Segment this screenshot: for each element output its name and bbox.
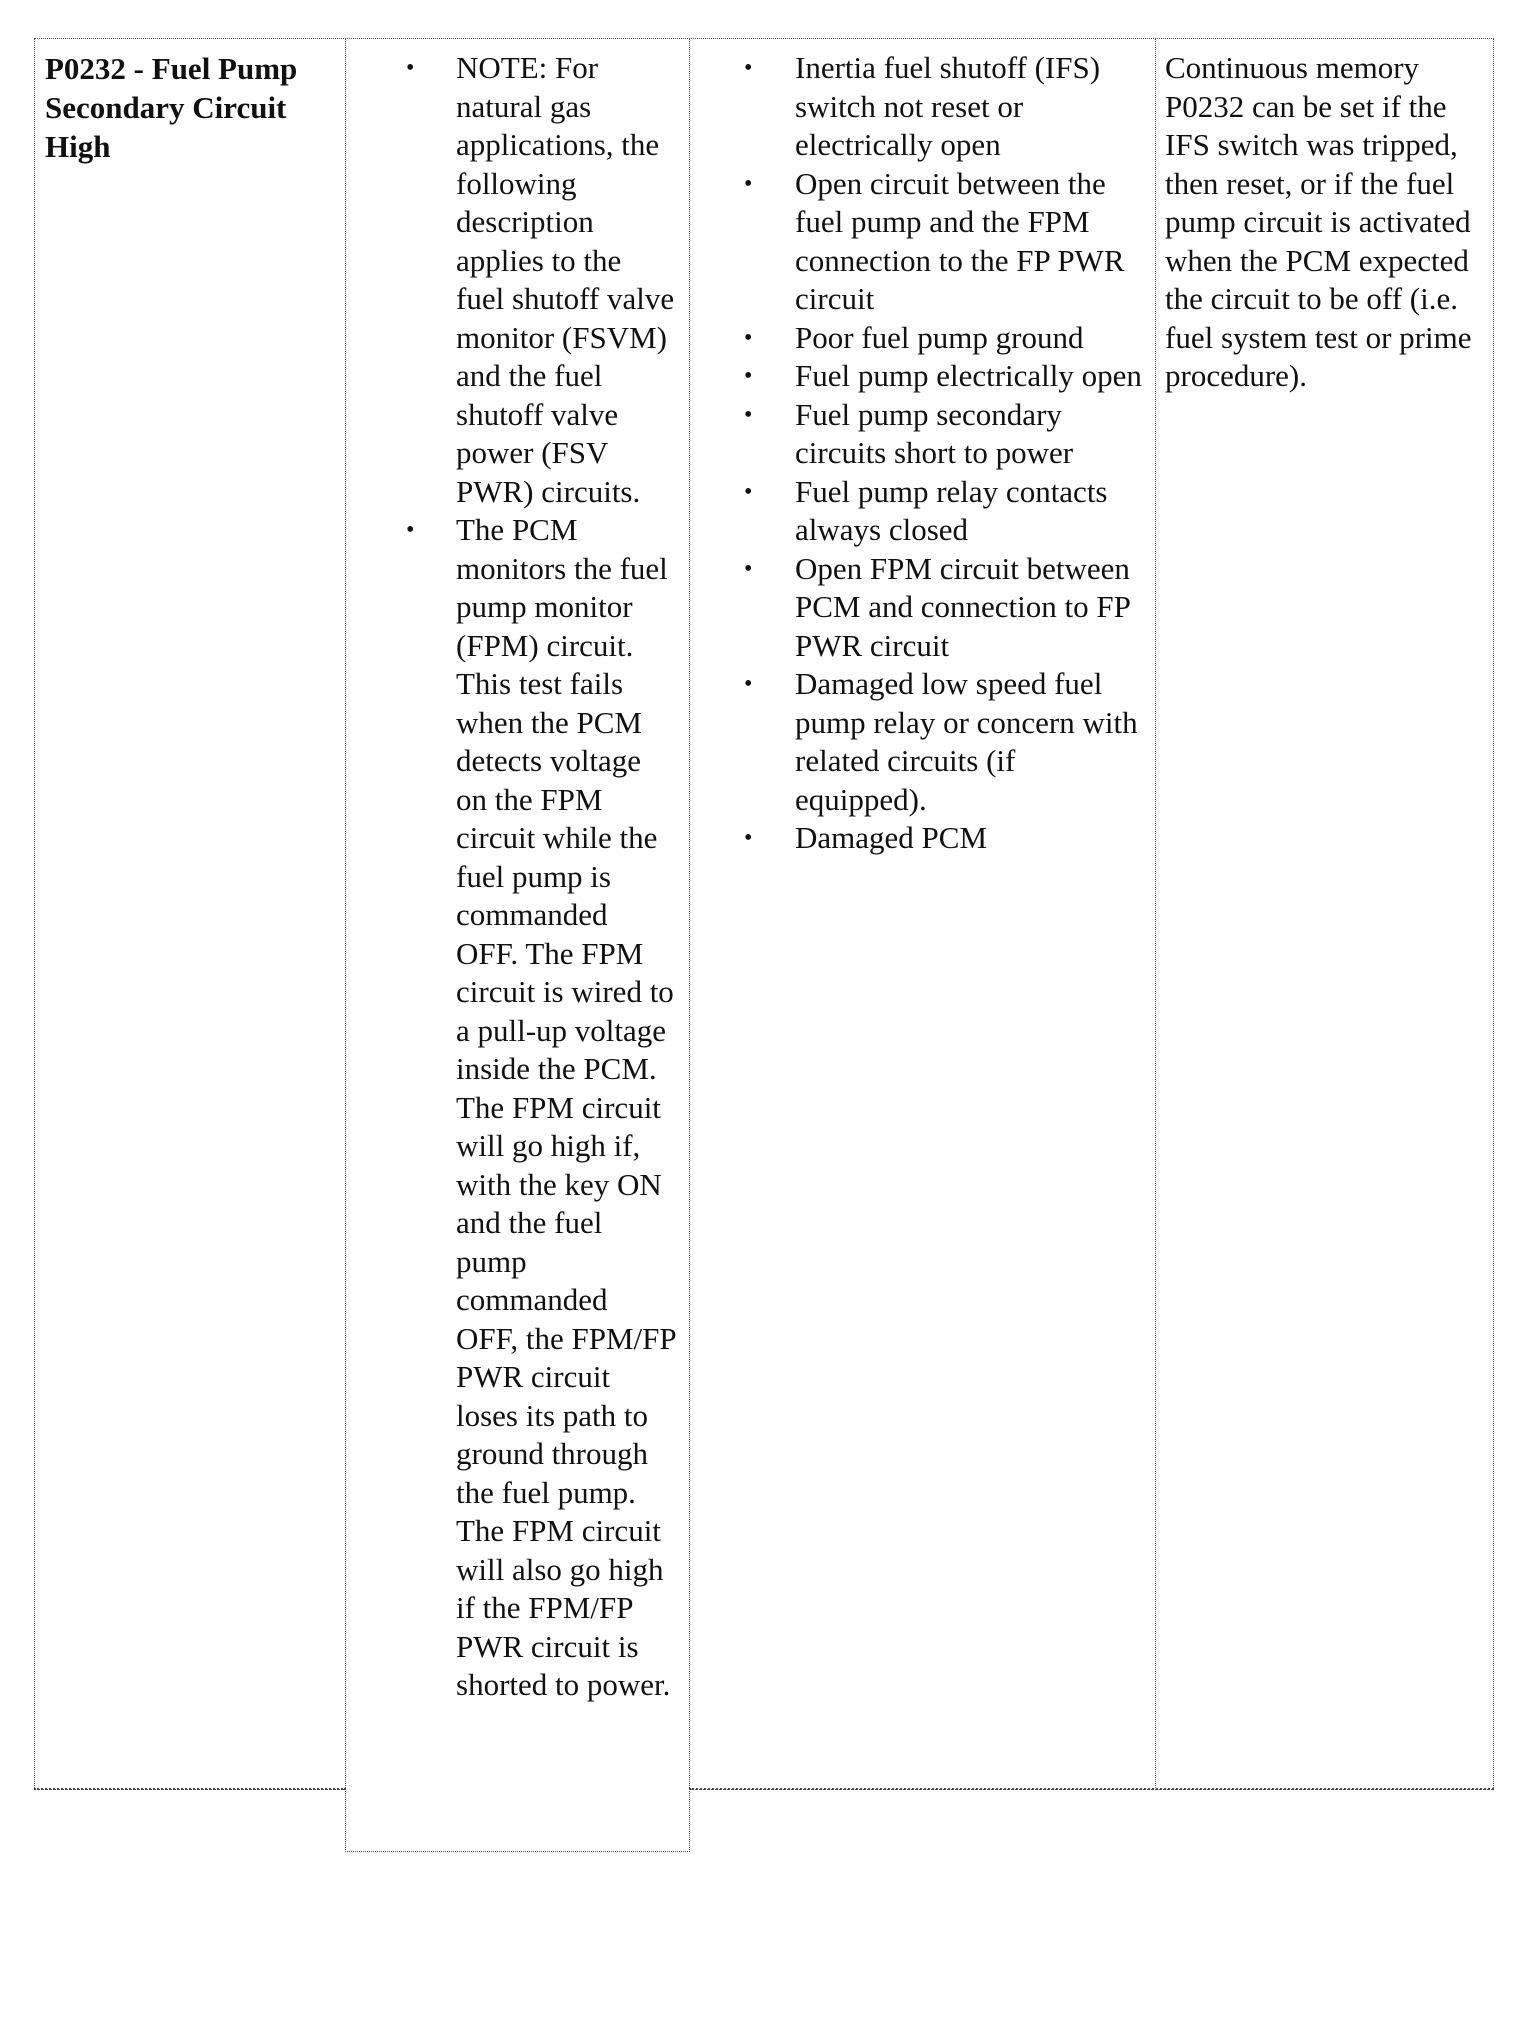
cause-item-text: Poor fuel pump ground: [795, 319, 1084, 355]
bullet-icon: •: [744, 324, 753, 351]
cause-item-text: Damaged low speed fuel pump relay or concern with related circuits (if equipped).: [795, 666, 1138, 817]
description-list: [346, 49, 676, 1705]
description-cell: [345, 38, 690, 1852]
bullet-icon: •: [744, 170, 753, 197]
bullet-icon: •: [744, 55, 753, 81]
cause-item: [690, 49, 1150, 165]
description-item-text: NOTE: For natural gas applications, the following description applies to the fuel shutoff valve monitor (FSVM) and the fuel shutoff valve power (FSV PWR) circuits.: [456, 50, 675, 509]
possible-causes-cell: [689, 38, 1156, 1790]
cause-item: [690, 473, 1150, 550]
cause-item: [690, 396, 1150, 473]
cause-item-text: Inertia fuel shutoff (IFS) switch not reset or electrically open: [795, 50, 1101, 162]
cause-item: [690, 357, 1150, 396]
cause-item: [690, 319, 1150, 358]
bullet-icon: •: [744, 555, 753, 582]
description-item-text: The PCM monitors the fuel pump monitor (FPM) circuit. This test fails when the PCM detects voltage on the FPM circuit while the fuel pump is commanded OFF. The FPM circuit is wired to a pull-up voltage inside the PCM. The FPM circuit will go high if, with the key ON and the fuel pump commanded OFF, the FPM/FP PWR circuit loses its path to ground through the fuel pump. The FPM circuit will also go high if the FPM/FP PWR circuit is shorted to power.: [456, 512, 676, 1702]
cause-item: [690, 550, 1150, 666]
cause-item: [690, 665, 1150, 819]
row-divider: [689, 1788, 1494, 1790]
cause-item-text: Fuel pump relay contacts always closed: [795, 473, 1108, 547]
cause-item-text: Open FPM circuit between PCM and connection to FP PWR circuit: [795, 550, 1130, 663]
description-item: [346, 49, 676, 511]
bullet-icon: •: [406, 55, 415, 81]
notes-text: Continuous memory P0232 can be set if the IFS switch was tripped, then reset, or if the fuel pump circuit is activated when the PCM expected the circuit to be off (i.e. fuel system test or prime procedure).: [1165, 50, 1472, 393]
bullet-icon: •: [406, 517, 415, 543]
dtc-code-title: P0232 - Fuel Pump Secondary Circuit High: [45, 51, 298, 164]
cause-item-text: Open circuit between the fuel pump and the FPM connection to the FP PWR circuit: [795, 165, 1125, 316]
cause-item: [690, 819, 1150, 858]
cause-item: [690, 165, 1150, 319]
bullet-icon: •: [744, 825, 753, 851]
row-divider: [34, 1788, 346, 1790]
description-item: [346, 511, 676, 1705]
cause-item-text: Fuel pump secondary circuits short to power: [795, 396, 1074, 470]
bullet-icon: •: [744, 401, 753, 428]
causes-list: [690, 49, 1150, 858]
bullet-icon: •: [744, 363, 753, 389]
notes-cell: [1155, 38, 1494, 1790]
cause-item-text: Fuel pump electrically open: [795, 358, 1142, 393]
cause-item-text: Damaged PCM: [795, 820, 988, 855]
bullet-icon: •: [744, 478, 753, 505]
dtc-code-cell: [34, 38, 346, 1790]
bullet-icon: •: [744, 671, 753, 697]
